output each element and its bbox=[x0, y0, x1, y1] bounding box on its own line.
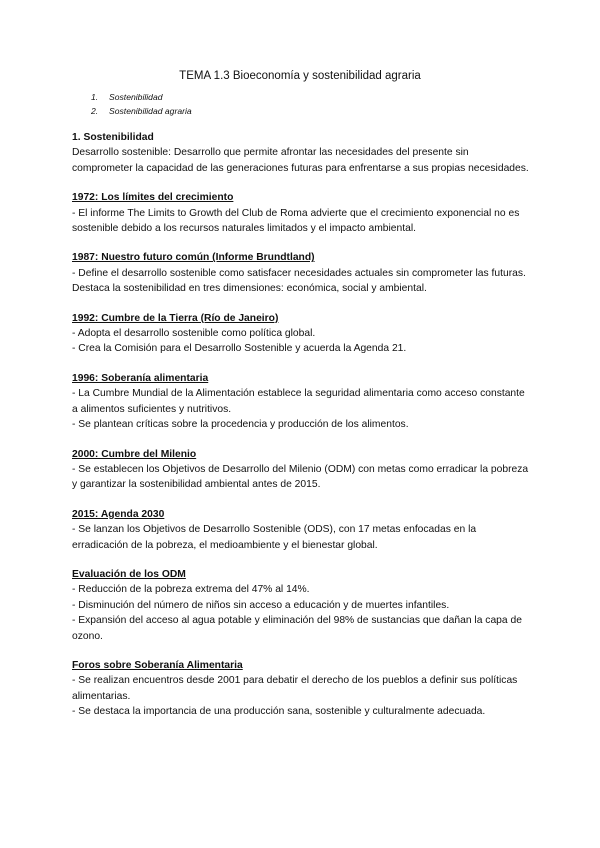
block-line: - Se establecen los Objetivos de Desarrollo del Milenio (ODM) con metas como erradicar la pobreza y garantizar la sostenibilidad ambiental antes de 2015. bbox=[72, 463, 529, 491]
block-heading: 2015: Agenda 2030 bbox=[72, 508, 165, 520]
definition-paragraph: Desarrollo sostenible: Desarrollo que permite afrontar las necesidades del presente sin comprometer la capacidad de las generaciones futuras para enfrentarse a sus propias necesidades. bbox=[72, 147, 529, 174]
section-title: 1. Sostenibilidad bbox=[72, 132, 154, 143]
block-line: Destaca la sostenibilidad en tres dimensiones: económica, social y ambiental. bbox=[72, 283, 427, 295]
toc-item-number: 1. bbox=[91, 92, 99, 102]
toc-item bbox=[91, 104, 192, 118]
block-line: - Define el desarrollo sostenible como satisfacer necesidades actuales sin comprometer las futuras. bbox=[72, 267, 526, 279]
block-line: - Crea la Comisión para el Desarrollo Sostenible y acuerda la Agenda 21. bbox=[72, 343, 407, 355]
table-of-contents bbox=[91, 90, 192, 118]
block-heading: 2000: Cumbre del Milenio bbox=[72, 448, 197, 460]
block-line: - Expansión del acceso al agua potable y eliminación del 98% de sustancias que dañan la capa de ozono. bbox=[72, 615, 522, 642]
block-line: - El informe The Limits to Growth del Club de Roma advierte que el crecimiento exponencial no es sostenible debido a los recursos naturales limitados y el impacto ambiental. bbox=[72, 207, 520, 235]
forums-food-sovereignty-block bbox=[72, 658, 532, 720]
toc-item bbox=[91, 90, 192, 104]
timeline-block-2000 bbox=[72, 447, 532, 493]
timeline-block-1996 bbox=[72, 371, 532, 433]
block-line: - Se destaca la importancia de una producción sana, sostenible y culturalmente adecuada. bbox=[72, 706, 486, 718]
timeline-block-1972 bbox=[72, 190, 532, 236]
toc-item-number: 2. bbox=[91, 106, 99, 116]
block-line: - La Cumbre Mundial de la Alimentación establece la seguridad alimentaria como acceso constante a alimentos suficientes y nutritivos. bbox=[72, 388, 525, 415]
evaluation-odm-block bbox=[72, 567, 532, 644]
block-heading: Foros sobre Soberanía Alimentaria bbox=[72, 659, 243, 671]
toc-item-label: Sostenibilidad agraria bbox=[109, 106, 192, 116]
block-line: - Reducción de la pobreza extrema del 47% al 14%. bbox=[72, 584, 310, 596]
timeline-block-2015 bbox=[72, 507, 532, 553]
section-sostenibilidad bbox=[72, 130, 532, 176]
block-line: - Se plantean críticas sobre la procedencia y producción de los alimentos. bbox=[72, 419, 409, 431]
timeline-block-1992 bbox=[72, 311, 532, 357]
block-heading: 1992: Cumbre de la Tierra (Río de Janeiro) bbox=[72, 312, 279, 324]
timeline-block-1987 bbox=[72, 250, 532, 296]
block-line: - Disminución del número de niños sin acceso a educación y de muertes infantiles. bbox=[72, 599, 450, 611]
document-body bbox=[72, 130, 532, 734]
block-line: - Adopta el desarrollo sostenible como política global. bbox=[72, 328, 316, 340]
block-heading: 1987: Nuestro futuro común (Informe Brundtland) bbox=[72, 252, 315, 264]
block-heading: 1996: Soberanía alimentaria bbox=[72, 372, 209, 384]
block-line: - Se lanzan los Objetivos de Desarrollo Sostenible (ODS), con 17 metas enfocadas en la erradicación de la pobreza, el medioambiente y el bienestar global. bbox=[72, 524, 477, 551]
block-heading: Evaluación de los ODM bbox=[72, 568, 186, 580]
block-heading: 1972: Los límites del crecimiento bbox=[72, 192, 234, 204]
toc-item-label: Sostenibilidad bbox=[109, 92, 163, 102]
block-line: - Se realizan encuentros desde 2001 para debatir el derecho de los pueblos a definir sus políticas alimentarias. bbox=[72, 675, 518, 702]
document-title: TEMA 1.3 Bioeconomía y sostenibilidad agraria bbox=[179, 70, 421, 82]
